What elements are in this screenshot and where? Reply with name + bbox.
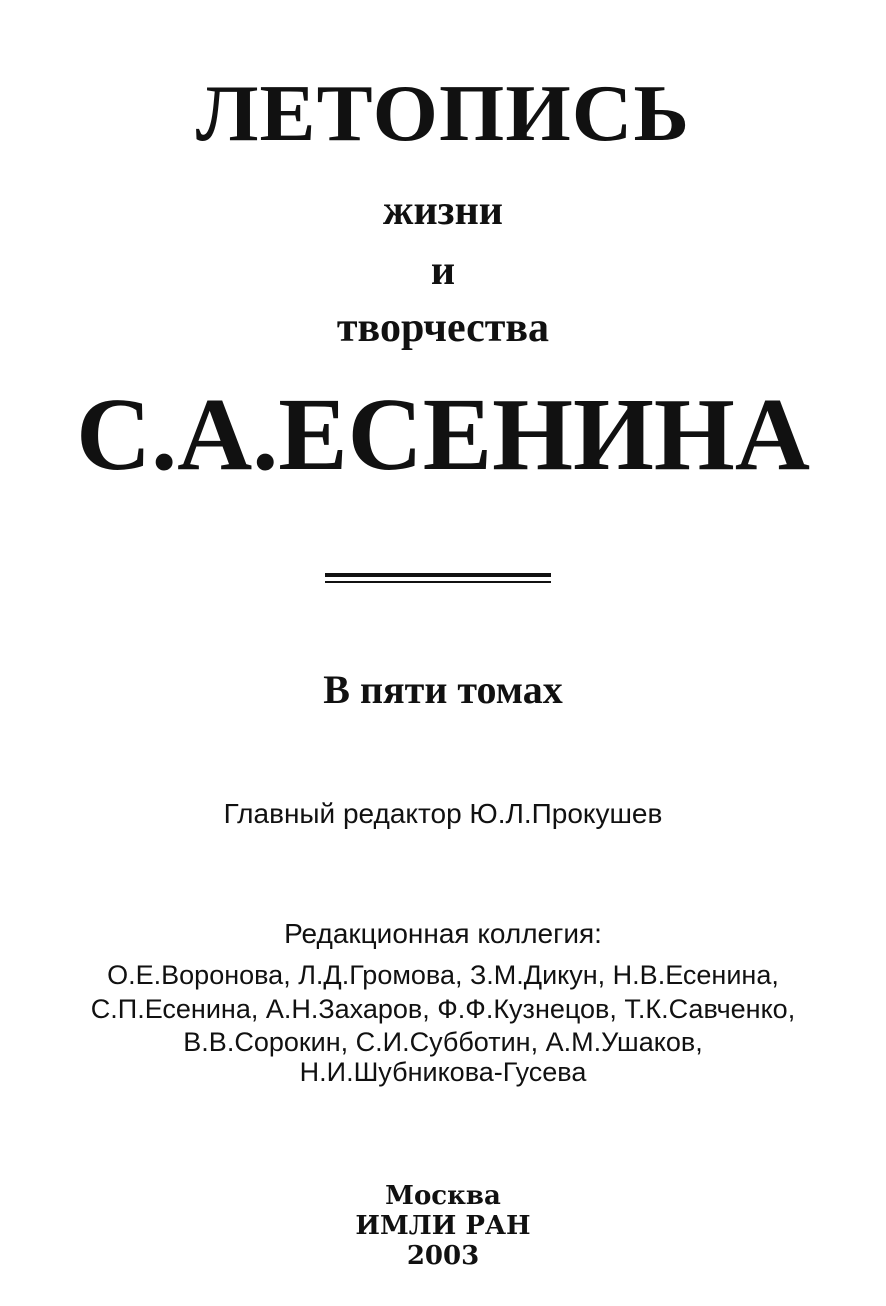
title-subject-name: С.А.ЕСЕНИНА (76, 377, 810, 492)
editorial-board-line: В.В.Сорокин, С.И.Субботин, А.М.Ушаков, (183, 1027, 703, 1057)
divider-thick-rule (325, 573, 551, 577)
title-line-tvorchestva: творчества (336, 305, 550, 351)
divider-thin-rule (325, 581, 551, 583)
imprint-year: 2003 (406, 1241, 480, 1271)
editorial-board-line: О.Е.Воронова, Л.Д.Громова, З.М.Дикун, Н.В.Есенина, (107, 960, 779, 990)
imprint-publisher: ИМЛИ РАН (355, 1211, 531, 1241)
title-line-zhizni: жизни (383, 188, 503, 234)
imprint-city: Москва (385, 1181, 501, 1211)
title-line-i: и (430, 248, 456, 294)
chief-editor: Главный редактор Ю.Л.Прокушев (223, 798, 663, 829)
volumes-note: В пяти томах (323, 667, 563, 712)
book-title: ЛЕТОПИСЬ (195, 70, 691, 158)
editorial-board-line: С.П.Есенина, А.Н.Захаров, Ф.Ф.Кузнецов, Т.К.Савченко, (90, 994, 796, 1024)
editorial-board-heading: Редакционная коллегия: (284, 918, 602, 949)
editorial-board-line: Н.И.Шубникова-Гусева (299, 1057, 587, 1087)
